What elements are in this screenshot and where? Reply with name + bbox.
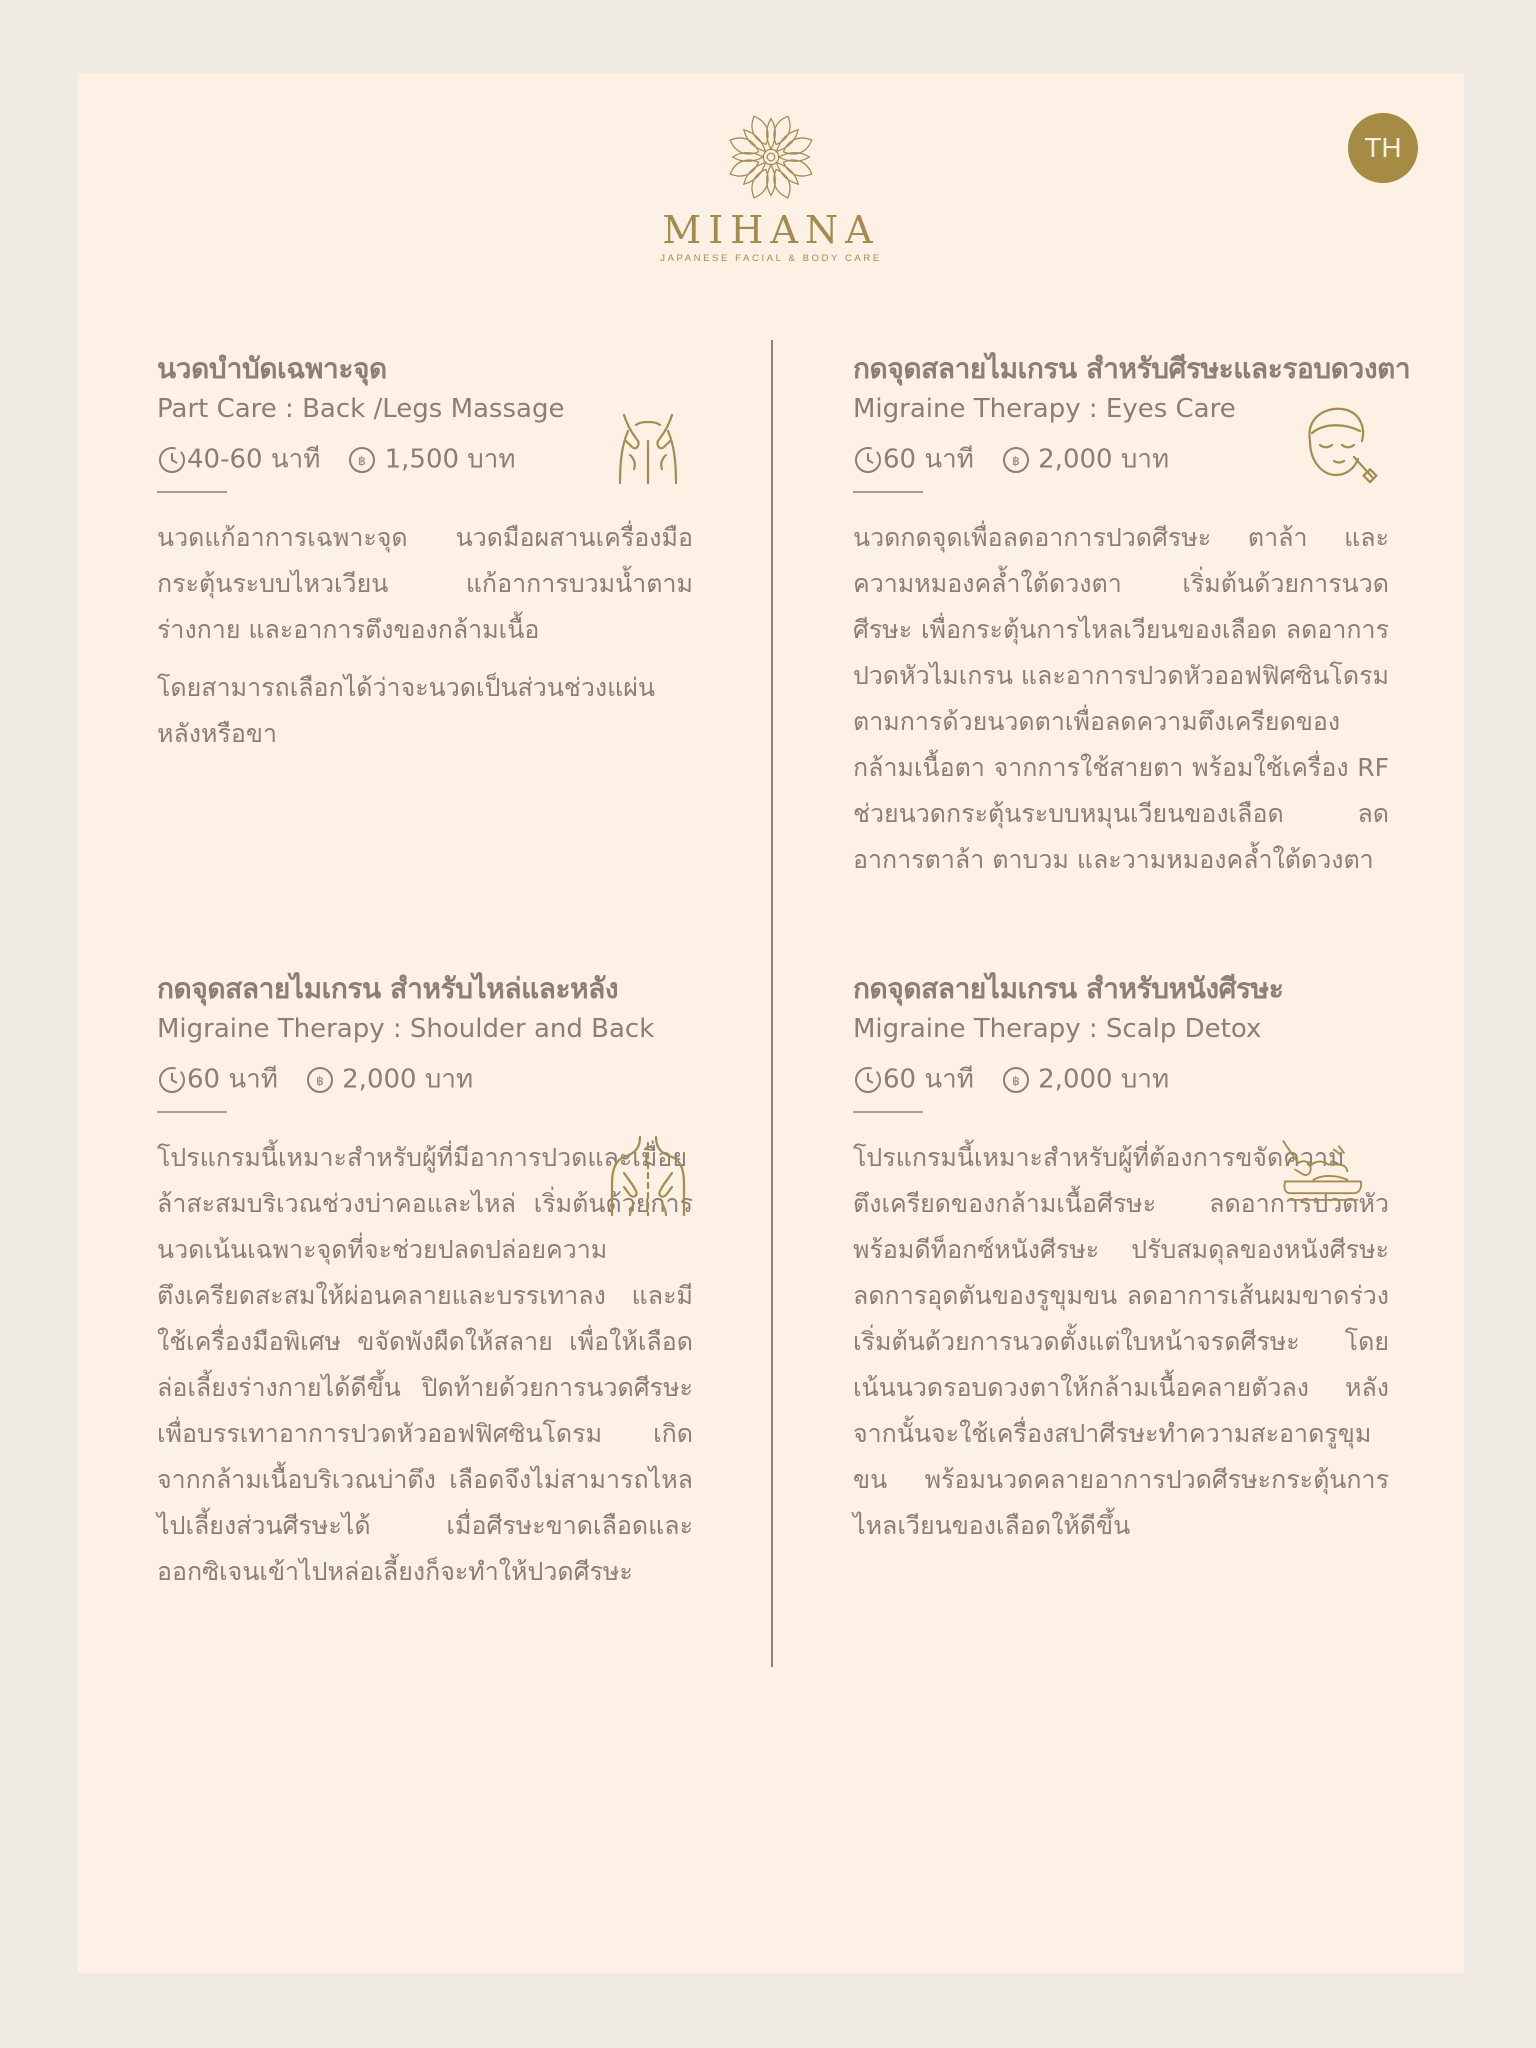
short-rule: [157, 491, 227, 493]
price-text: 2,000 บาท: [1038, 1064, 1170, 1095]
treatment-description: [853, 515, 1389, 883]
description-paragraph: โปรแกรมนี้เหมาะสำหรับผู้ที่ต้องการขจัดความตึงเครียดของกล้ามเนื้อศีรษะ ลดอาการปวดหัวพร้อมดีท็อกซ์หนังศีรษะ ปรับสมดุลของหนังศีรษะ ลดการอุดตันของรูขุมขน ลดอาการเส้นผมขาดร่วง เริ่มต้นด้วยการนวดตั้งแต่ใบหน้าจรดศีรษะ โดยเน้นนวดรอบดวงตาให้กล้ามเนื้อคลายตัวลง หลังจากนั้นจะใช้เครื่องสปาศีรษะทำความสะอาดรูขุมขน พร้อมนวดคลายอาการปวดศีรษะกระตุ้นการไหลเวียนของเลือดให้ดีขึ้น: [853, 1143, 1389, 1540]
svg-text:฿: ฿: [1012, 453, 1020, 468]
face-eye-care-icon: [1296, 401, 1380, 485]
treatment-title-en: Part Care : Back /Legs Massage: [157, 394, 565, 424]
description-paragraph: นวดแก้อาการเฉพาะจุด นวดมือผสานเครื่องมือกระตุ้นระบบไหวเวียน แก้อาการบวมน้ำตามร่างกาย และอาการตึงของกล้ามเนื้อ: [157, 523, 693, 644]
treatment-card: [157, 969, 717, 1607]
treatment-title-en: Migraine Therapy : Shoulder and Back: [157, 1014, 655, 1044]
shoulder-back-massage-icon: [606, 1133, 690, 1217]
baht-icon: [1002, 446, 1030, 474]
brand-logo: [78, 109, 1464, 264]
language-toggle-button[interactable]: TH: [1348, 113, 1418, 183]
treatment-description: [157, 515, 693, 757]
lotus-mandala-icon: [723, 109, 819, 205]
clock-icon: [157, 1065, 187, 1095]
duration-text: 60 นาที: [883, 444, 974, 475]
treatment-meta: [157, 1061, 717, 1097]
clock-icon: [853, 445, 883, 475]
brand-name: MIHANA: [662, 208, 880, 252]
back-legs-massage-icon: [606, 401, 690, 485]
treatment-title-th: กดจุดสลายไมเกรน สำหรับหนังศีรษะ: [853, 972, 1284, 1005]
treatment-title-en: Migraine Therapy : Scalp Detox: [853, 1014, 1262, 1044]
description-paragraph: นวดกดจุดเพื่อลดอาการปวดศีรษะ ตาล้า และความหมองคล้ำใต้ดวงตา เริ่มต้นด้วยการนวดศีรษะ เพื่อกระตุ้นการไหลเวียนของเลือด ลดอาการปวดหัวไมเกรน และอาการปวดหัวออฟฟิศซินโดรมตามการด้วยนวดตาเพื่อลดความตึงเครียดของกล้ามเนื้อตา จากการใช้สายตา พร้อมใช้เครื่อง RF ช่วยนวดกระตุ้นระบบหมุนเวียนของเลือด ลดอาการตาล้า ตาบวม และวามหมองคล้ำใต้ดวงตา: [853, 523, 1389, 874]
clock-icon: [853, 1065, 883, 1095]
price-text: 2,000 บาท: [1038, 444, 1170, 475]
treatment-title-th: นวดบำบัดเฉพาะจุด: [157, 352, 387, 385]
treatment-meta: [853, 1061, 1413, 1097]
short-rule: [853, 1111, 923, 1113]
baht-icon: [348, 446, 376, 474]
treatment-card: [853, 969, 1413, 1561]
duration-text: 60 นาที: [187, 1064, 278, 1095]
scalp-massage-icon: [1280, 1131, 1364, 1215]
description-paragraph: โดยสามารถเลือกได้ว่าจะนวดเป็นส่วนช่วงแผ่นหลังหรือขา: [157, 673, 655, 748]
duration-text: 60 นาที: [883, 1064, 974, 1095]
price-text: 2,000 บาท: [342, 1064, 474, 1095]
treatment-title-en: Migraine Therapy : Eyes Care: [853, 394, 1236, 424]
svg-text:฿: ฿: [358, 453, 367, 468]
treatment-title-th: กดจุดสลายไมเกรน สำหรับไหล่และหลัง: [157, 972, 619, 1005]
brand-tagline: JAPANESE FACIAL & BODY CARE: [660, 253, 882, 264]
duration-text: 40-60 นาที: [187, 444, 321, 475]
menu-page: [78, 73, 1464, 1973]
short-rule: [853, 491, 923, 493]
price-text: 1,500 บาท: [384, 444, 516, 475]
treatment-title-th: กดจุดสลายไมเกรน สำหรับศีรษะและรอบดวงตา: [853, 352, 1411, 385]
svg-text:฿: ฿: [1012, 1073, 1020, 1088]
description-paragraph: โปรแกรมนี้เหมาะสำหรับผู้ที่มีอาการปวดและเมื่อยล้าสะสมบริเวณช่วงบ่าคอและไหล่ เริ่มต้นด้วยการนวดเน้นเฉพาะจุดที่จะช่วยปลดปล่อยความตึงเครียดสะสมให้ผ่อนคลายและบรรเทาลง และมีใช้เครื่องมือพิเศษ ขจัดพังผืดให้สลาย เพื่อให้เลือดล่อเลี้ยงร่างกายได้ดีขึ้น ปิดท้ายด้วยการนวดศีรษะ เพื่อบรรเทาอาการปวดหัวออฟฟิศซินโดรม เกิดจากกล้ามเนื้อบริเวณบ่าตึง เลือดจึงไม่สามารถไหลไปเลี้ยงส่วนศีรษะได้ เมื่อศีรษะขาดเลือดและออกซิเจนเข้าไปหล่อเลี้ยงก็จะทำให้ปวดศีรษะ: [157, 1143, 693, 1586]
column-divider: [771, 340, 773, 1667]
baht-icon: [1002, 1066, 1030, 1094]
short-rule: [157, 1111, 227, 1113]
baht-icon: [306, 1066, 334, 1094]
clock-icon: [157, 445, 187, 475]
svg-text:฿: ฿: [316, 1073, 324, 1088]
